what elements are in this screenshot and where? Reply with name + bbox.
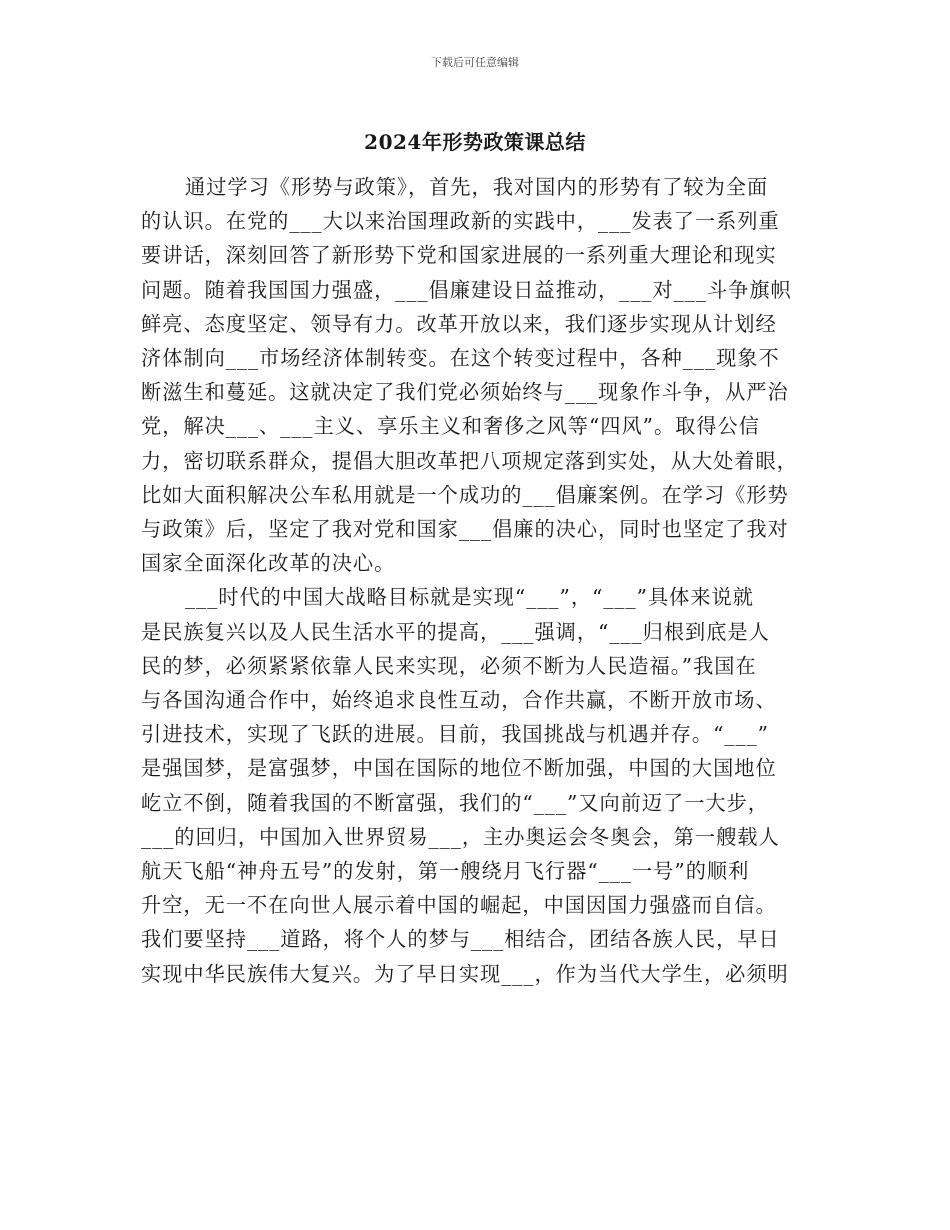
text-line: 与政策》后，坚定了我对党和国家___倡廉的决心，同时也坚定了我对 [141,517,789,542]
text-line: 鲜亮、态度坚定、领导有力。改革开放以来，我们逐步实现从计划经 [141,311,777,336]
text-line: 屹立不倒，随着我国的不断富强，我们的“___”又向前迈了一大步， [141,790,769,815]
text-line: ___的回归，中国加入世界贸易___，主办奥运会冬奥会，第一艘载人 [141,824,780,849]
text-line: 济体制向___市场经济体制转变。在这个转变过程中，各种___现象不 [141,346,780,371]
page-header: 下载后可任意编辑 [431,56,519,69]
text-line: 党，解决___、___主义、享乐主义和奢侈之风等“四风”。取得公信 [141,414,760,439]
text-line: 我们要坚持___道路，将个人的梦与___相结合，团结各族人民，早日 [141,927,780,952]
text-line: 实现中华民族伟大复兴。为了早日实现___，作为当代大学生，必须明 [141,961,789,986]
text-line: 是强国梦，是富强梦，中国在国际的地位不断加强，中国的大国地位 [141,756,777,781]
text-line: 问题。随着我国国力强盛，___倡廉建设日益推动，___对___斗争旗帜 [141,277,792,302]
text-line: 引进技术，实现了飞跃的进展。目前，我国挑战与机遇并存。“___” [141,722,769,747]
document-body [141,170,825,991]
text-line: 国家全面深化改革的决心。 [141,551,396,576]
text-line: 航天飞船“神舟五号”的发射，第一艘绕月飞行器“___一号”的顺利 [141,859,750,884]
text-line: 比如大面积解决公车私用就是一个成功的___倡廉案例。在学习《形势 [141,482,789,507]
document-title: 2024年形势政策课总结 [364,130,586,154]
text-line: 升空，无一不在向世人展示着中国的崛起，中国因国力强盛而自信。 [141,893,777,918]
paragraph-1 [141,170,825,580]
paragraph-2 [141,580,825,990]
text-line: 力，密切联系群众，提倡大胆改革把八项规定落到实处，从大处着眼， [141,448,798,473]
text-line: 与各国沟通合作中，始终追求良性互动，合作共赢，不断开放市场、 [141,688,777,713]
text-line: 通过学习《形势与政策》，首先，我对国内的形势有了较为全面 [185,175,769,199]
text-line: 要讲话，深刻回答了新形势下党和国家进展的一系列重大理论和现实 [141,243,777,268]
text-line: 的认识。在党的___大以来治国理政新的实践中，___发表了一系列重 [141,209,780,234]
text-line: 断滋生和蔓延。这就决定了我们党必须始终与___现象作斗争，从严治 [141,380,789,405]
text-line: 是民族复兴以及人民生活水平的提高，___强调，“___归根到底是人 [141,619,770,644]
text-line: ___时代的中国大战略目标就是实现“___”，“___”具体来说就 [185,585,754,610]
text-line: 民的梦，必须紧紧依靠人民来实现，必须不断为人民造福。”我国在 [141,653,757,678]
